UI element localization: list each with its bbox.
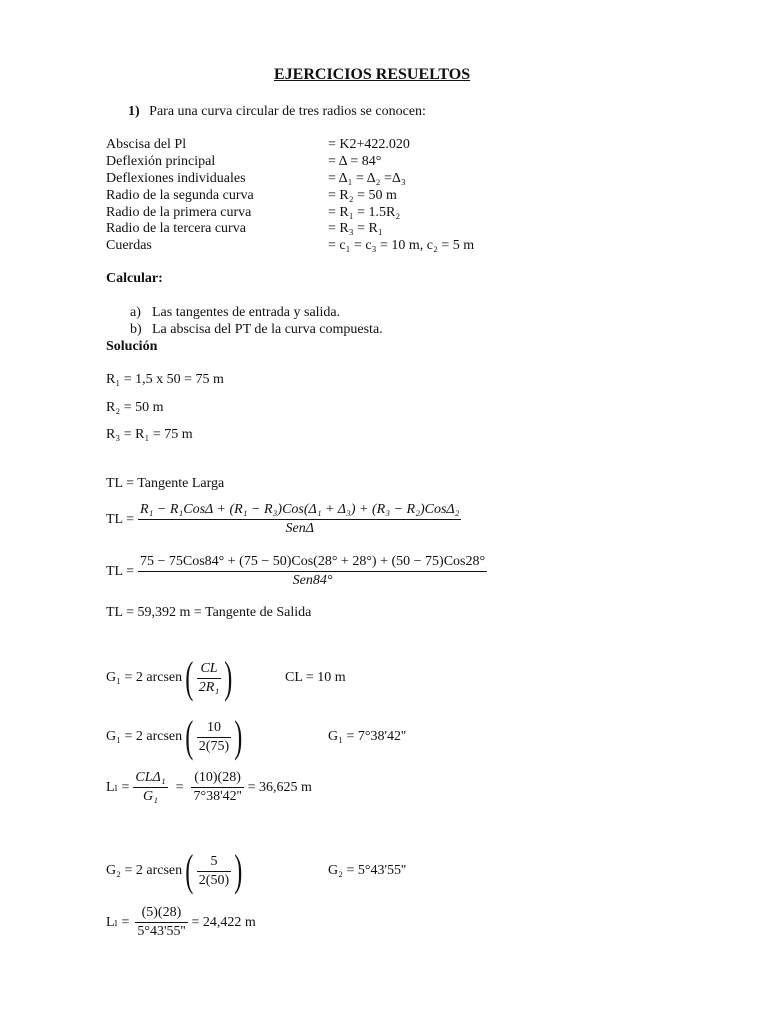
given-label: Cuerdas — [106, 238, 152, 253]
g2-numeric-denominator: 2(50) — [198, 872, 230, 888]
tl-formula-fraction — [138, 502, 462, 537]
g1-note: CL = 10 m — [285, 670, 346, 685]
l1-lhs: Lₗ = — [106, 780, 130, 795]
g2-numeric-lhs: G₂ = 2 arcsen — [106, 863, 183, 878]
g2-note: G₂ = 5°43'55'' — [328, 863, 407, 878]
given-value: = K2+422.020 — [328, 137, 410, 152]
l2-formula — [106, 905, 256, 940]
given-value: = c₁ = c₃ = 10 m, c₂ = 5 m — [328, 238, 475, 253]
l1-f2-denominator: 7°38'42'' — [193, 789, 242, 804]
left-paren-icon: ( — [185, 653, 194, 702]
l1-fraction-1 — [133, 770, 167, 805]
solution-heading: Solución — [106, 339, 158, 354]
l1-f2-numerator: (10)(28) — [191, 770, 243, 788]
problem-intro: Para una curva circular de tres radios se conocen: — [149, 104, 426, 119]
tl-numeric — [106, 554, 487, 589]
l2-lhs: Lₗ = — [106, 915, 130, 930]
given-label: Radio de la primera curva — [106, 205, 252, 220]
given-label: Deflexión principal — [106, 154, 216, 169]
g1-numeric-denominator: 2(75) — [198, 738, 230, 754]
tl-formula-numerator: R₁ − R₁CosΔ + (R₁ − R₃)Cos(Δ₁ + Δ₃) + (R₃ − R₂)CosΔ₂ — [138, 502, 462, 520]
tl-definition: TL = Tangente Larga — [106, 476, 225, 491]
radius-line: R₃ = R₁ = 75 m — [106, 427, 193, 442]
l1-result: = 36,625 m — [247, 779, 312, 795]
given-label: Deflexiones individuales — [106, 171, 246, 186]
right-paren-icon: ) — [234, 846, 243, 895]
l1-formula — [106, 770, 312, 805]
g2-numeric-numerator: 5 — [197, 854, 231, 872]
l1-f1-numerator: CLΔ₁ — [133, 770, 167, 788]
tl-numeric-denominator: Sen84° — [292, 573, 333, 588]
tl-formula — [106, 502, 461, 537]
page-title: EJERCICIOS RESUELTOS — [274, 66, 471, 83]
g1-formula-fraction — [197, 661, 221, 696]
problem-statement — [128, 104, 426, 120]
given-value: = Δ = 84° — [328, 154, 382, 169]
g1-numeric-lhs: G₁ = 2 arcsen — [106, 729, 183, 744]
g1-formula-lhs: G₁ = 2 arcsen — [106, 670, 183, 685]
l1-equals: = — [175, 779, 184, 795]
l1-f1-denominator: G₁ — [142, 789, 158, 804]
g1-note: G₁ = 7°38'42'' — [328, 729, 407, 744]
task-text: La abscisa del PT de la curva compuesta. — [152, 322, 383, 337]
g1-formula-numerator: CL — [197, 661, 221, 679]
radius-line: R₂ = 50 m — [106, 400, 164, 415]
task-text: Las tangentes de entrada y salida. — [152, 305, 341, 320]
given-label: Radio de la tercera curva — [106, 221, 246, 236]
given-value: = R₁ = 1.5R₂ — [328, 205, 401, 220]
l2-numerator: (5)(28) — [135, 905, 187, 923]
problem-number: 1) — [128, 104, 140, 119]
g1-formula-denominator: 2R₁ — [198, 679, 220, 695]
g1-formula — [106, 653, 236, 702]
l2-denominator: 5°43'55'' — [137, 924, 186, 939]
given-label: Abscisa del Pl — [106, 137, 187, 152]
l1-fraction-2 — [191, 770, 243, 805]
left-paren-icon: ( — [185, 712, 194, 761]
calcular-heading: Calcular: — [106, 271, 163, 286]
tl-result: TL = 59,392 m = Tangente de Salida — [106, 605, 312, 620]
task-marker: a) — [130, 305, 141, 320]
g1-numeric-numerator: 10 — [197, 720, 231, 738]
task-marker: b) — [130, 322, 142, 337]
tl-numeric-numerator: 75 − 75Cos84° + (75 − 50)Cos(28° + 28°) + (50 − 75)Cos28° — [138, 554, 487, 572]
g2-numeric — [106, 846, 246, 895]
right-paren-icon: ) — [224, 653, 233, 702]
tl-formula-lhs: TL = — [106, 511, 134, 527]
tl-numeric-lhs: TL = — [106, 563, 134, 579]
given-value: = Δ₁ = Δ₂ =Δ₃ — [328, 171, 406, 186]
tl-formula-denominator: SenΔ — [285, 521, 314, 536]
given-label: Radio de la segunda curva — [106, 188, 254, 203]
l2-fraction — [135, 905, 187, 940]
g2-numeric-fraction — [197, 854, 231, 889]
l2-result: = 24,422 m — [191, 914, 256, 930]
g1-numeric-fraction — [197, 720, 231, 755]
given-value: = R₂ = 50 m — [328, 188, 397, 203]
tl-numeric-fraction — [138, 554, 487, 589]
given-value: = R₃ = R₁ — [328, 221, 383, 236]
right-paren-icon: ) — [234, 712, 243, 761]
left-paren-icon: ( — [185, 846, 194, 895]
radius-line: R₁ = 1,5 x 50 = 75 m — [106, 372, 224, 387]
g1-numeric — [106, 712, 246, 761]
